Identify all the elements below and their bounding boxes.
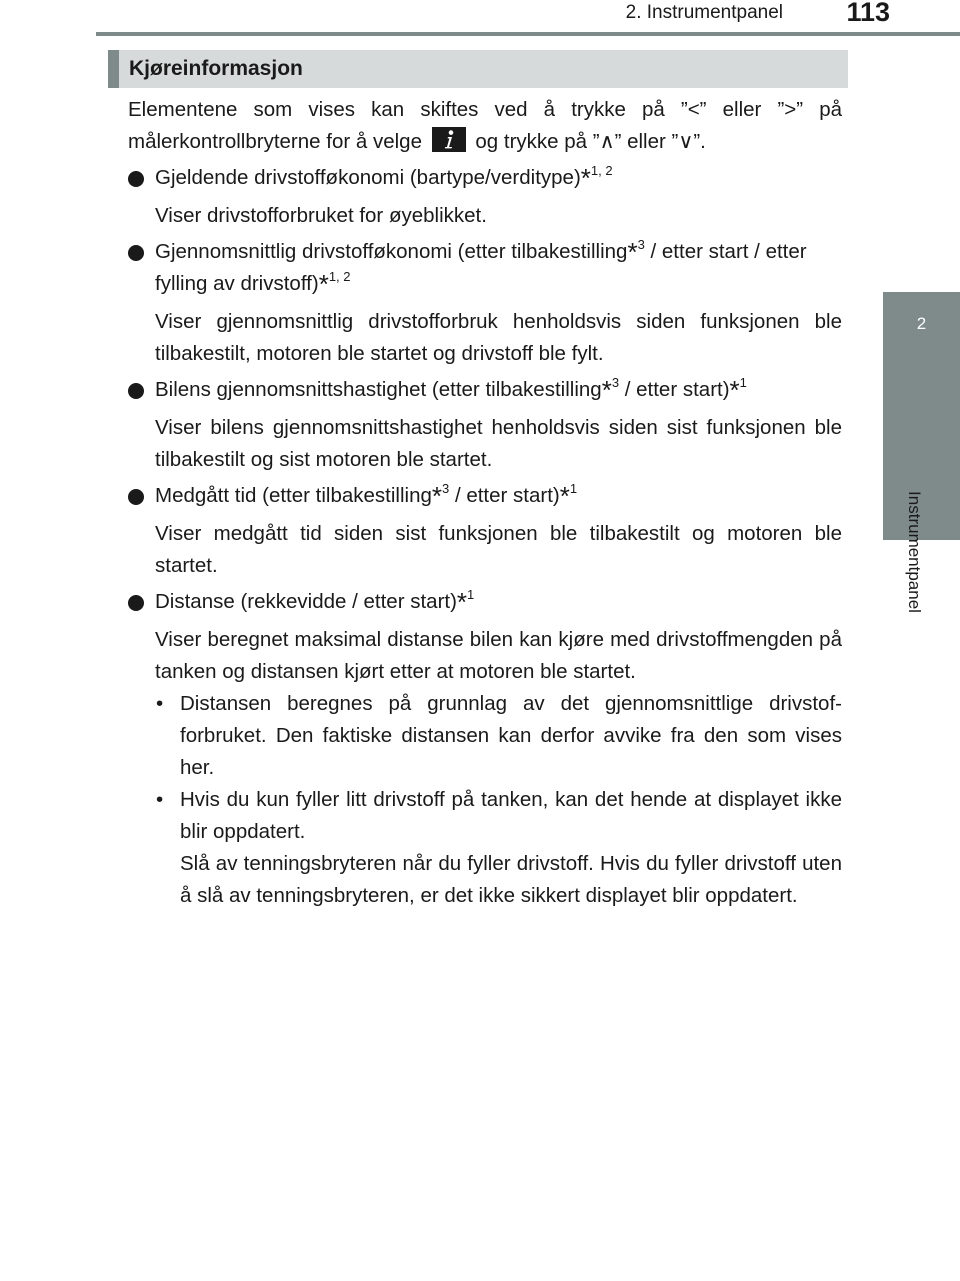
intro-text-1: Elementene som vises kan skiftes ved å trykke på ”<” eller ”>” på målerkontrollbryterne for å velge (128, 98, 842, 153)
footnote-ref: 1 (569, 481, 578, 496)
footnote-star: * (627, 237, 638, 267)
list-item (128, 374, 842, 406)
item-title-part: Bilens gjennomsnittshastighet (etter tilbakestilling (155, 378, 602, 401)
footnote-ref: 3 (442, 481, 450, 496)
chapter-tab-number: 2 (916, 314, 927, 333)
intro-paragraph (128, 94, 842, 158)
list-item (128, 586, 842, 618)
footnote-star: * (559, 481, 570, 511)
section-heading-bar (108, 50, 848, 88)
header-section-title: 2. Instrumentpanel (625, 2, 783, 23)
bullet-icon (128, 245, 144, 261)
note-text: Distansen beregnes på grunnlag av det gjennomsnittlige drivstofforbruket. Den faktiske distansen kan derfor avvike fra den som vises her. (180, 692, 842, 779)
footnote-star: * (318, 269, 329, 299)
item-description: Viser bilens gjennomsnittshastighet henholdsvis siden sist funksjonen ble tilbakestilt og sist motoren ble startet. (155, 416, 842, 471)
intro-text-2: og trykke på ”∧” eller ”∨”. (475, 130, 706, 153)
bullet-icon (128, 171, 144, 187)
item-title-part: / etter start) (449, 484, 560, 507)
note-continuation: Slå av tenningsbryteren når du fyller drivstoff. Hvis du fyller drivstoff uten å slå av tenningsbryteren, er det ikke sikkert displayet blir oppdatert. (180, 852, 842, 907)
item-description: Viser gjennomsnittlig drivstofforbruk henholdsvis siden funksjonen ble tilbakestilt, motoren ble startet og drivstoff ble fylt. (155, 310, 842, 365)
dot-bullet-icon: • (156, 788, 164, 811)
footnote-ref: 1 (467, 587, 475, 602)
info-i-icon (432, 127, 466, 152)
note-item (128, 784, 842, 848)
section-heading: Kjøreinformasjon (129, 57, 303, 80)
footnote-star: * (580, 163, 591, 193)
item-title: Gjeldende drivstofføkonomi (bartype/verditype) (155, 166, 581, 189)
dot-bullet-icon: • (156, 692, 164, 715)
list-item (128, 162, 842, 194)
note-text: Hvis du kun fyller litt drivstoff på tanken, kan det hende at displayet ikke blir oppdatert. (180, 788, 842, 843)
main-content (128, 94, 842, 912)
item-title-part: Gjennomsnittlig drivstofføkonomi (etter tilbakestilling (155, 240, 628, 263)
item-description: Viser drivstofforbruket for øyeblikket. (155, 204, 487, 227)
list-item (128, 480, 842, 512)
bullet-icon (128, 489, 144, 505)
header-divider (96, 32, 960, 36)
footnote-star: * (601, 375, 612, 405)
item-title: Distanse (rekkevidde / etter start) (155, 590, 457, 613)
note-item (128, 688, 842, 784)
item-description: Viser medgått tid siden sist funksjonen ble tilbakestilt og motoren ble startet. (155, 522, 842, 577)
footnote-ref: 1 (739, 375, 747, 390)
chapter-tab-label: Instrumentpanel (905, 491, 924, 613)
footnote-ref: 1, 2 (328, 269, 351, 284)
section-heading-marker (108, 50, 119, 88)
footnote-ref: 3 (637, 237, 645, 252)
bullet-icon (128, 383, 144, 399)
footnote-star: * (431, 481, 443, 511)
footnote-star: * (456, 587, 468, 617)
page-number: 113 (846, 0, 890, 27)
bullet-icon (128, 595, 144, 611)
item-description: Viser beregnet maksimal distanse bilen kan kjøre med drivstoffmengden på tanken og distansen kjørt etter at motoren ble startet. (155, 628, 842, 683)
item-title-part: / etter start) (619, 378, 730, 401)
item-title-part: Medgått tid (etter tilbakestilling (155, 484, 432, 507)
item-title-part: / etter start / etter fylling av drivstoff) (155, 240, 807, 295)
footnote-ref: 3 (611, 375, 620, 390)
footnote-star: * (729, 375, 740, 405)
footnote-ref: 1, 2 (590, 163, 613, 178)
list-item (128, 236, 842, 300)
